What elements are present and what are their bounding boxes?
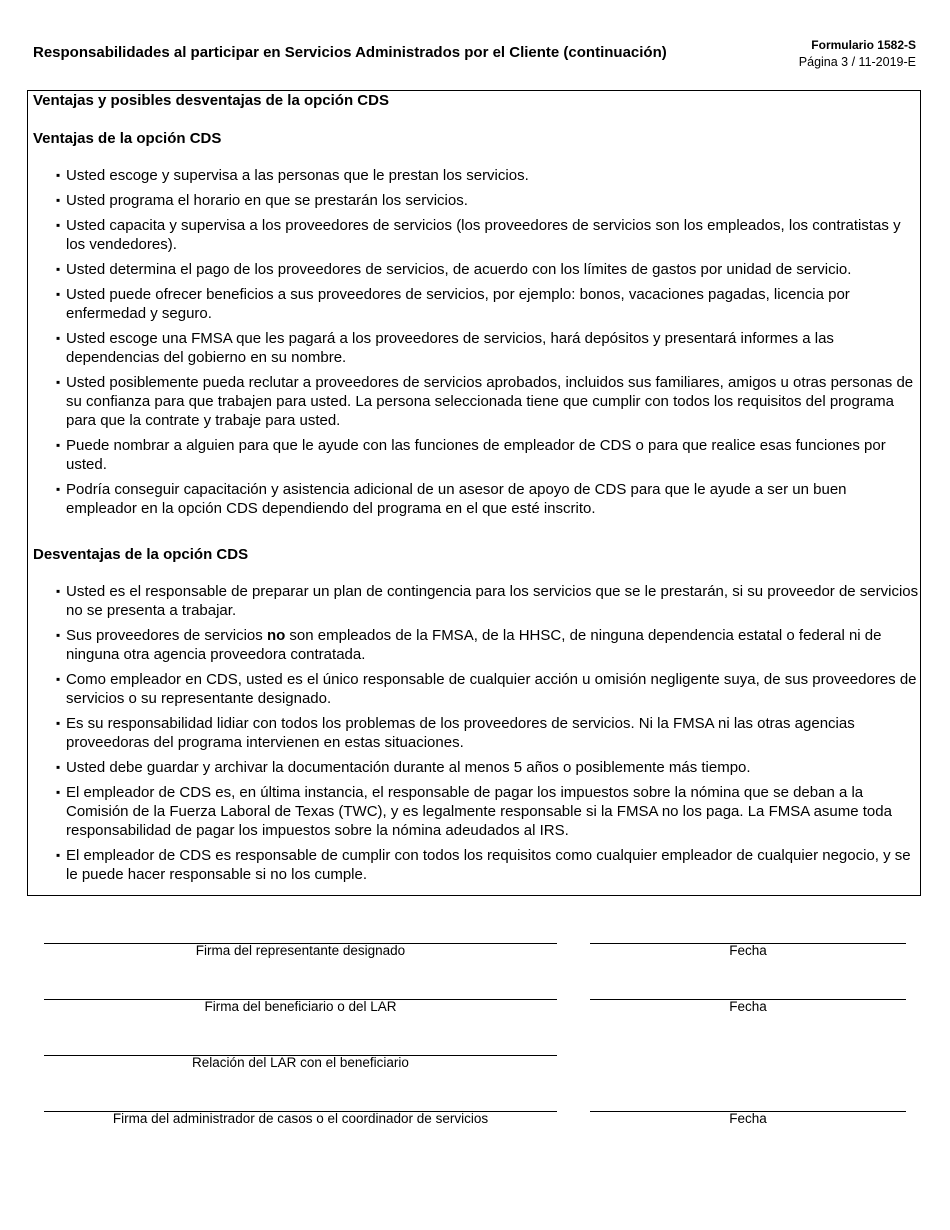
list-item: ▪ Usted es el responsable de preparar un plan de contingencia para los servicios que se le prestarán, si su proveedor de servicios no se presenta a trabajar. [56, 583, 919, 619]
rep-date-label: Fecha [729, 943, 767, 958]
list-item: ▪ Usted puede ofrecer beneficios a sus proveedores de servicios, por ejemplo: bonos, vacaciones pagadas, licencia por enfermedad y seguro. [56, 286, 850, 322]
bullet-icon: ▪ [56, 716, 61, 730]
list-item: ▪ Usted debe guardar y archivar la documentación durante al menos 5 años o posiblemente más tiempo. [56, 759, 751, 776]
bullet-icon: ▪ [56, 168, 61, 182]
disadvantages-list [28, 582, 922, 890]
bullet-icon: ▪ [56, 760, 61, 774]
list-item: ▪ Usted escoge una FMSA que les pagará a los proveedores de servicios, hará depósitos y presentará informes a las dependencias del gobierno en su nombre. [56, 330, 834, 366]
list-item: ▪ Puede nombrar a alguien para que le ayude con las funciones de empleador de CDS o para que realice esas funciones por usted. [56, 437, 886, 473]
bullet-icon: ▪ [56, 218, 61, 232]
list-item: ▪ Podría conseguir capacitación y asistencia adicional de un asesor de apoyo de CDS para que le ayude a ser un buen empleador en la opción CDS dependiendo del programa en el que esté inscrito. [56, 481, 847, 517]
bullet-icon: ▪ [56, 848, 61, 862]
page-title: Responsabilidades al participar en Servicios Administrados por el Cliente (continuación) [33, 44, 667, 61]
bullet-icon: ▪ [56, 287, 61, 301]
disadvantages-heading: Desventajas de la opción CDS [33, 546, 249, 563]
advantages-list [28, 166, 922, 524]
list-item: ▪ Usted escoge y supervisa a las personas que le prestan los servicios. [56, 167, 529, 184]
list-item: ▪ Usted capacita y supervisa a los proveedores de servicios (los proveedores de servicios son los empleados, los contratistas y los vendedores). [56, 217, 901, 253]
list-item: ▪ Usted determina el pago de los proveedores de servicios, de acuerdo con los límites de gastos por unidad de servicio. [56, 261, 852, 278]
form-number: Formulario 1582-S [811, 38, 916, 52]
advantages-heading: Ventajas de la opción CDS [33, 130, 222, 147]
bullet-icon: ▪ [56, 331, 61, 345]
list-item: ▪ El empleador de CDS es responsable de cumplir con todos los requisitos como cualquier empleador de cualquier negocio, y se le puede hacer responsable si no los cumple. [56, 847, 911, 883]
bullet-icon: ▪ [56, 785, 61, 799]
page-info: Página 3 / 11-2019-E [798, 55, 916, 69]
list-item: ▪ El empleador de CDS es, en última instancia, el responsable de pagar los impuestos sobre la nómina que se deban a la Comisión de la Fuerza Laboral de Texas (TWC), y es legalmente responsable si la FMSA no los paga. La FMSA asume toda responsabilidad de pagar los impuestos sobre la nómina adeudados al IRS. [56, 784, 892, 839]
bullet-icon: ▪ [56, 375, 61, 389]
bullet-icon: ▪ [56, 672, 61, 686]
relationship-label: Relación del LAR con el beneficiario [192, 1055, 409, 1070]
case-manager-signature-label: Firma del administrador de casos o el coordinador de servicios [112, 1111, 489, 1126]
cds-options-box [27, 90, 921, 896]
list-item: ▪ Sus proveedores de servicios no son empleados de la FMSA, de la HHSC, de ninguna dependencia estatal o federal ni de ninguna otra agencia proveedora contratada. [56, 627, 882, 663]
case-manager-date-label: Fecha [729, 1111, 767, 1126]
bullet-icon: ▪ [56, 262, 61, 276]
rep-signature-label: Firma del representante designado [195, 943, 406, 958]
bullet-icon: ▪ [56, 438, 61, 452]
beneficiary-date-label: Fecha [729, 999, 767, 1014]
bullet-icon: ▪ [56, 193, 61, 207]
box-title: Ventajas y posibles desventajas de la opción CDS [33, 92, 389, 109]
emphasis-no: no [266, 627, 286, 644]
bullet-icon: ▪ [56, 482, 61, 496]
beneficiary-signature-label: Firma del beneficiario o del LAR [204, 999, 397, 1014]
list-item: ▪ Usted posiblemente pueda reclutar a proveedores de servicios aprobados, incluidos sus familiares, amigos u otras personas de su confianza para que trabajen para usted. La persona seleccionada tiene que cumplir con todos los requisitos del programa para que la contrate y trabaje para usted. [56, 374, 914, 429]
list-item: ▪ Usted programa el horario en que se prestarán los servicios. [56, 192, 468, 209]
list-item: ▪ Es su responsabilidad lidiar con todos los problemas de los proveedores de servicios. Ni la FMSA ni las otras agencias proveedoras del programa intervienen en estas situaciones. [56, 715, 855, 751]
list-item: ▪ Como empleador en CDS, usted es el único responsable de cualquier acción u omisión negligente suya, de sus proveedores de servicios o su representante designado. [56, 671, 917, 707]
bullet-icon: ▪ [56, 628, 61, 642]
bullet-icon: ▪ [56, 584, 61, 598]
